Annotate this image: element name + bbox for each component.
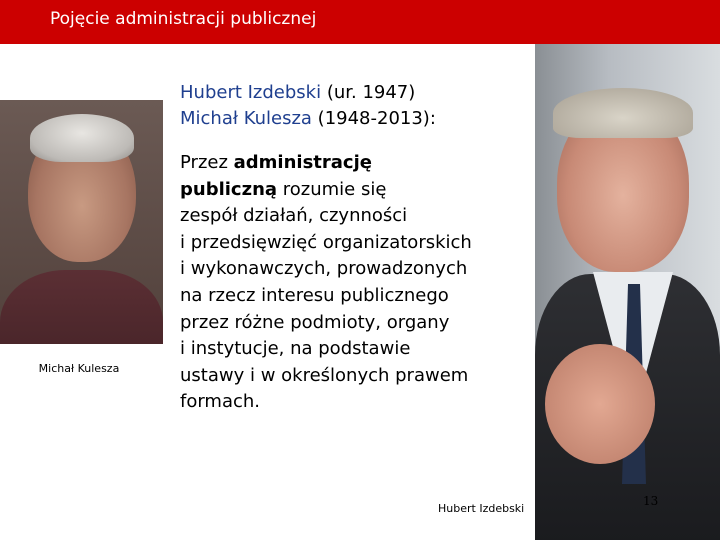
definition-line: ustawy i w określonych prawem [180,364,469,386]
photo-caption-right: Hubert Izdebski [438,502,525,515]
author-line-1 [180,80,436,106]
authors-intro [180,80,436,132]
author-dates-izdebski: (ur. 1947) [321,82,416,103]
author-dates-kulesza: (1948-2013): [311,108,436,129]
definition-line: i wykonawczych, prowadzonych [180,258,468,280]
header-bar [0,0,720,44]
slide-title: Pojęcie administracji publicznej [50,9,317,29]
definition-term: publiczną [180,178,278,200]
portrait-hand [545,344,655,464]
definition-line [180,150,530,177]
photo-caption-left: Michał Kulesza [38,362,120,375]
definition-fragment: Przez [180,152,234,173]
portrait-hubert-izdebski [535,44,720,540]
definition-line: zespół działań, czynności [180,205,408,227]
definition-line: na rzecz interesu publicznego [180,284,449,306]
definition-line: i instytucje, na podstawie [180,338,411,360]
definition-term: administrację [233,152,372,173]
definition-text [180,150,530,416]
definition-fragment: rozumie się [277,178,387,200]
portrait-hair [30,114,134,162]
definition-line: formach. [180,391,261,413]
author-name-kulesza: Michał Kulesza [180,108,312,129]
definition-line: i przedsięwzięć organizatorskich [180,231,472,253]
author-name-izdebski: Hubert Izdebski [180,82,322,103]
definition-line [180,177,530,204]
portrait-michal-kulesza [0,100,163,396]
portrait-hair [553,88,693,138]
author-line-2 [180,106,436,132]
definition-line: przez różne podmioty, organy [180,311,450,333]
page-number: 13 [643,494,659,508]
